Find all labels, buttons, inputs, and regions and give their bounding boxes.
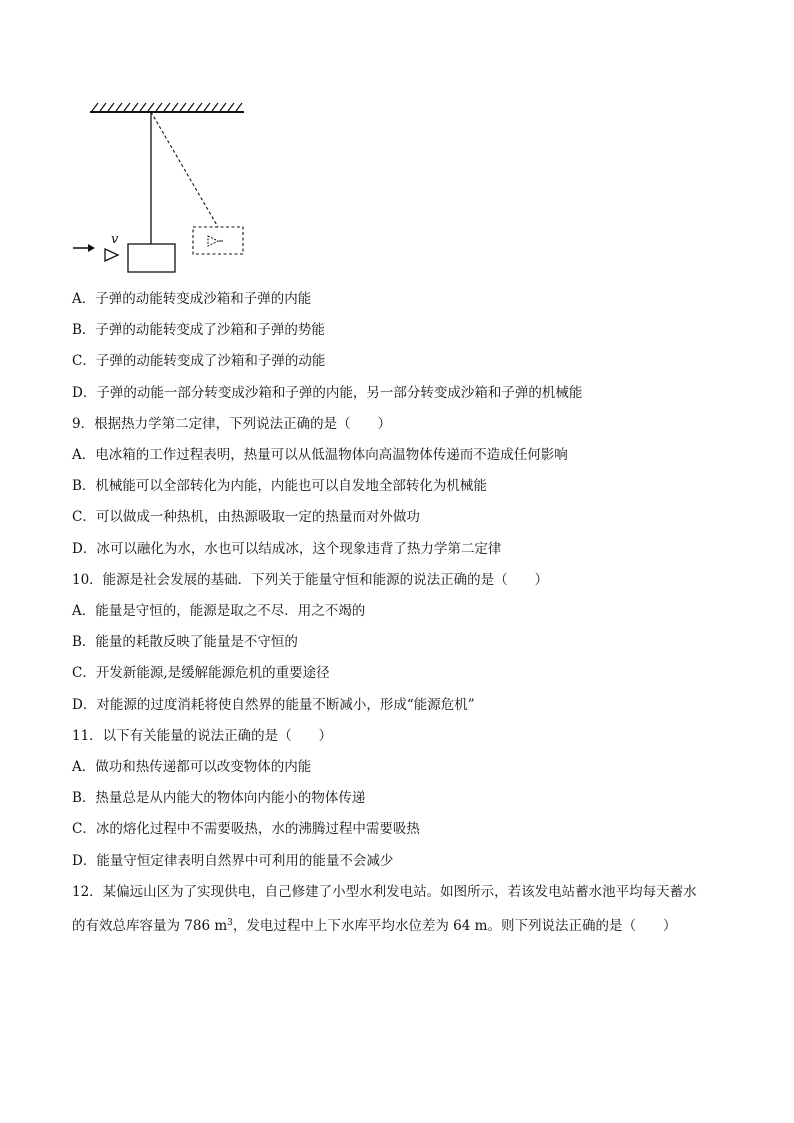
velocity-arrow-head — [88, 244, 95, 252]
q10-option-b: B．能量的耗散反映了能量是不守恒的 — [72, 634, 298, 650]
q9-option-b: B．机械能可以全部转化为内能，内能也可以自发地全部转化为机械能 — [72, 478, 487, 494]
pendulum-sandbox-figure — [70, 98, 260, 278]
q10-option-d: D．对能源的过度消耗将使自然界的能量不断减小，形成“能源危机” — [72, 697, 475, 713]
embedded-bullet-dashed — [208, 236, 218, 246]
q11-stem: 11．以下有关能量的说法正确的是（ ） — [72, 728, 333, 744]
q12-stem-line2-a: 的有效总库容量为 786 m — [72, 918, 228, 934]
velocity-label: v — [111, 232, 119, 247]
q8-option-b: B．子弹的动能转变成了沙箱和子弹的势能 — [72, 322, 325, 338]
ceiling-hatching — [92, 103, 242, 111]
q12-stem-line2-sup: 3 — [227, 918, 233, 928]
q10-option-c: C．开发新能源,是缓解能源危机的重要途径 — [72, 665, 330, 681]
q11-option-d: D．能量守恒定律表明自然界中可利用的能量不会减少 — [72, 853, 394, 869]
sandbox — [128, 244, 175, 272]
q8-option-a: A．子弹的动能转变成沙箱和子弹的内能 — [72, 291, 312, 307]
q9-stem: 9．根据热力学第二定律，下列说法正确的是（ ） — [72, 416, 392, 432]
q9-option-a: A．电冰箱的工作过程表明，热量可以从低温物体向高温物体传递而不造成任何影响 — [72, 447, 568, 463]
bullet — [105, 249, 118, 261]
q12-stem-line1: 12．某偏远山区为了实现供电，自己修建了小型水利发电站。如图所示，若该发电站蓄水池平均每天蓄水 — [72, 884, 697, 900]
q8-option-d: D．子弹的动能一部分转变成沙箱和子弹的内能，另一部分转变成沙箱和子弹的机械能 — [72, 385, 583, 401]
pendulum-sandbox-diagram — [70, 98, 260, 278]
q12-stem-line2-b: ，发电过程中上下水库平均水位差为 64 m。则下列说法正确的是（ ） — [232, 918, 677, 934]
swung-string-dashed — [151, 112, 218, 227]
q11-option-a: A．做功和热传递都可以改变物体的内能 — [72, 759, 312, 775]
q12-stem-line2 — [72, 915, 676, 934]
q11-option-c: C．冰的熔化过程中不需要吸热，水的沸腾过程中需要吸热 — [72, 821, 420, 837]
q8-option-c: C．子弹的动能转变成了沙箱和子弹的动能 — [72, 353, 326, 369]
q11-option-b: B．热量总是从内能大的物体向内能小的物体传递 — [72, 790, 366, 806]
q9-option-c: C．可以做成一种热机，由热源吸取一定的热量而对外做功 — [72, 509, 420, 525]
q9-option-d: D．冰可以融化为水，水也可以结成冰，这个现象违背了热力学第二定律 — [72, 541, 502, 557]
q10-option-a: A．能量是守恒的，能源是取之不尽．用之不竭的 — [72, 603, 366, 619]
q10-stem: 10．能源是社会发展的基础．下列关于能量守恒和能源的说法正确的是（ ） — [72, 572, 549, 588]
